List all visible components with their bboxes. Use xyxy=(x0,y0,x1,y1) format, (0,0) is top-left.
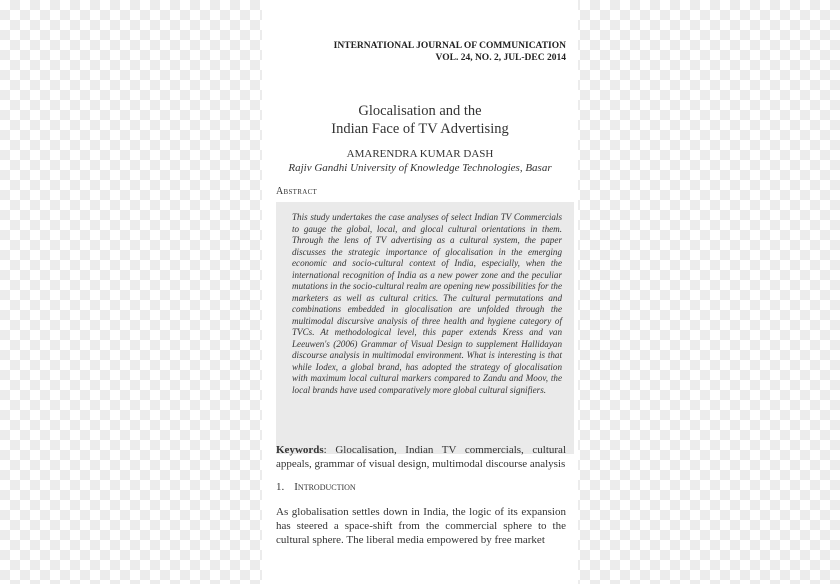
section-title: Introduction xyxy=(294,481,356,493)
title-line-2: Indian Face of TV Advertising xyxy=(331,121,509,137)
keywords-label: Keywords xyxy=(276,444,324,456)
section-heading-introduction xyxy=(276,481,356,493)
author-name: AMARENDRA KUMAR DASH xyxy=(346,148,494,160)
paper-title xyxy=(262,102,578,138)
section-number: 1. xyxy=(276,481,285,493)
paper-page xyxy=(262,0,578,584)
journal-volume: VOL. 24, NO. 2, JUL-DEC 2014 xyxy=(435,53,566,63)
abstract-heading: Abstract xyxy=(276,186,318,197)
introduction-paragraph: As globalisation settles down in India, the logic of its expansion has steered a space-shift from the commercial sphere to the cultural sphere. The liberal media empowered by free market xyxy=(276,506,566,546)
keywords xyxy=(276,443,566,471)
journal-header xyxy=(262,40,566,64)
keywords-text: : Glocalisation, Indian TV commercials, cultural appeals, grammar of visual design, multimodal discourse analysis xyxy=(276,444,566,470)
title-line-1: Glocalisation and the xyxy=(358,103,482,119)
journal-name: INTERNATIONAL JOURNAL OF COMMUNICATION xyxy=(333,41,566,51)
author-affiliation: Rajiv Gandhi University of Knowledge Technologies, Basar xyxy=(288,162,552,174)
abstract-text: This study undertakes the case analyses of select Indian TV Commercials to gauge the global, local, and glocal cultural orientations in them. Through the lens of TV advertising as a cultural system, the paper discusses the strategic importance of glocalisation in the emerging economic and socio-cultural context of India, especially, when the international recognition of India as a new power zone and the peculiar mutations in the socio-cultural realm are opening new possibilities for the marketers as well as cultural critics. The cultural permutations and combinations embedded in glocalisation are unfolded through the multimodal discursive analysis of three health and hygiene category of TVCs. At methodological level, this paper extends Kress and van Leeuwen's (2006) Grammar of Visual Design to supplement Hallidayan discourse analysis in multimodal environment. What is interesting is that while Iodex, a global brand, has adopted the strategy of glocalisation with maximum local cultural markers compared to Zandu and Moov, the local brands have used comparatively more global cultural signifiers. xyxy=(292,212,562,395)
